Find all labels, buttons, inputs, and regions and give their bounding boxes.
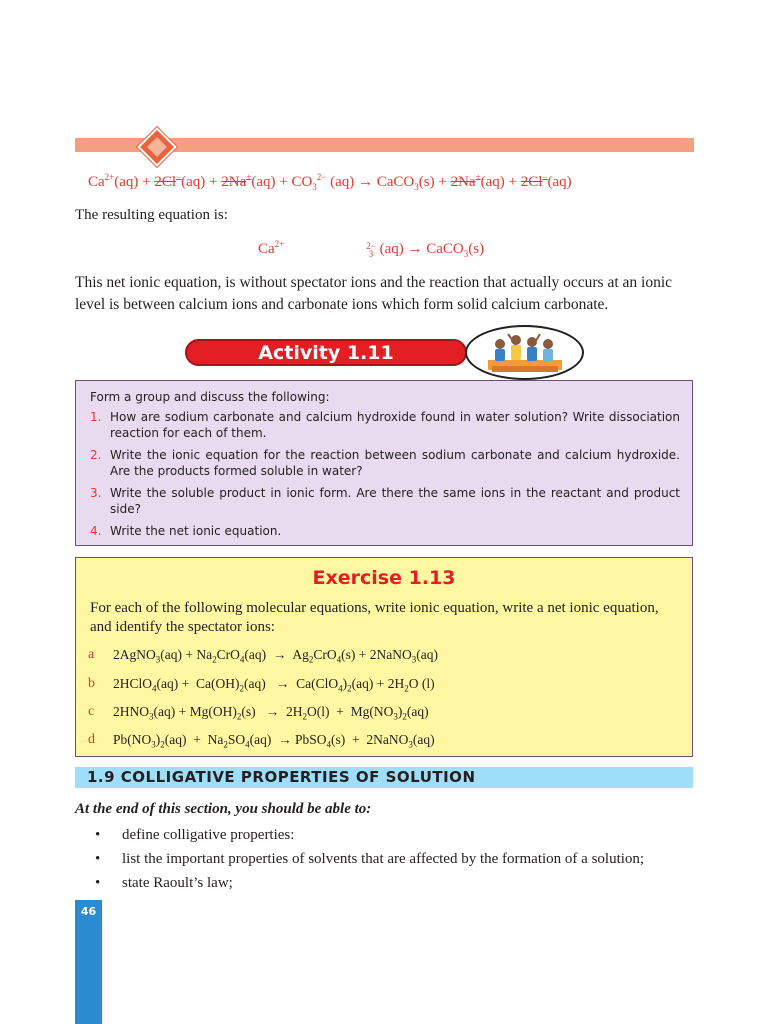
activity-list [90, 409, 680, 545]
exercise-box: Exercise 1.13 For each of the following molecular equations, write ionic equation, write a net ionic equation, and identify the spectator ions: a 2AgNO$_3$(aq) + $Na_2CrO_4(aq) \to Ag_2CrO_4(s)$ + 2NaNO$_3$(aq) b 2HClO$_4$(aq) + $Ca(OH)_2(aq) \to Ca(ClO_4)_2(aq) + 2H_2O$ (l) c $2HNO_3(aq) + Mg(OH)_2(s) \to 2H_2O(l) + Mg(NO_3)_2(aq)$ d $Pb(NO_3)_2(aq) + Na_2SO_4(aq)$ → PbSO$_4$(s) + 2NaNO$_3$(aq) [75, 557, 693, 757]
list-item: • state Raoult’s law; [95, 875, 233, 891]
activity-box [75, 380, 693, 546]
exercise-title: Exercise 1.13 [312, 567, 456, 589]
section-title: 1.9 COLLIGATIVE PROPERTIES OF SOLUTION [87, 768, 476, 786]
list-item: 3. Write the soluble product in ionic form. Are there the same ions in the reactant and product side? [90, 486, 680, 516]
list-item: • define colligative properties: [95, 827, 295, 843]
list-item: • list the important properties of solvents that are affected by the formation of a solution; [95, 851, 645, 867]
resulting-label: The resulting equation is: [75, 207, 228, 223]
section-heading-bar [75, 767, 693, 788]
list-item: 2. Write the ionic equation for the reaction between sodium carbonate and calcium hydroxide. Are the products formed soluble in water? [90, 448, 680, 478]
objectives-list [95, 823, 705, 895]
explanation-paragraph: This net ionic equation, is without spectator ions and the reaction that actually occurs at an ionic level is between calcium ions and carbonate ions which form solid calcium carbonate. [75, 274, 673, 313]
activity-intro: Form a group and discuss the following: [90, 390, 330, 404]
full-ionic-equation: $Ca^{2+}(aq) + 2Cl^-(aq) + 2Na^+(aq) + CO_3^{2-}$ (aq) → CaCO$_3$(s) + 2Na+(aq) + 2Cl−(aq) [88, 172, 572, 192]
page-number: 46 [80, 905, 97, 918]
group-discussion-illustration [480, 330, 570, 376]
section-objective: At the end of this section, you should be able to: [75, 801, 372, 817]
list-item: 1. How are sodium carbonate and calcium hydroxide found in water solution? Write dissociation reaction for each of them. [90, 410, 680, 440]
exercise-intro: For each of the following molecular equations, write ionic equation, write a net ionic equation, and identify the spectator ions: [90, 600, 659, 635]
list-item: 4. Write the net ionic equation. [90, 524, 282, 538]
net-ionic-equation: $Ca^{2+}$ 2− 3 (aq) → CaCO$_3$(s) [258, 239, 485, 259]
activity-title: Activity 1.11 [185, 339, 467, 366]
page-number-strip [75, 900, 102, 1024]
